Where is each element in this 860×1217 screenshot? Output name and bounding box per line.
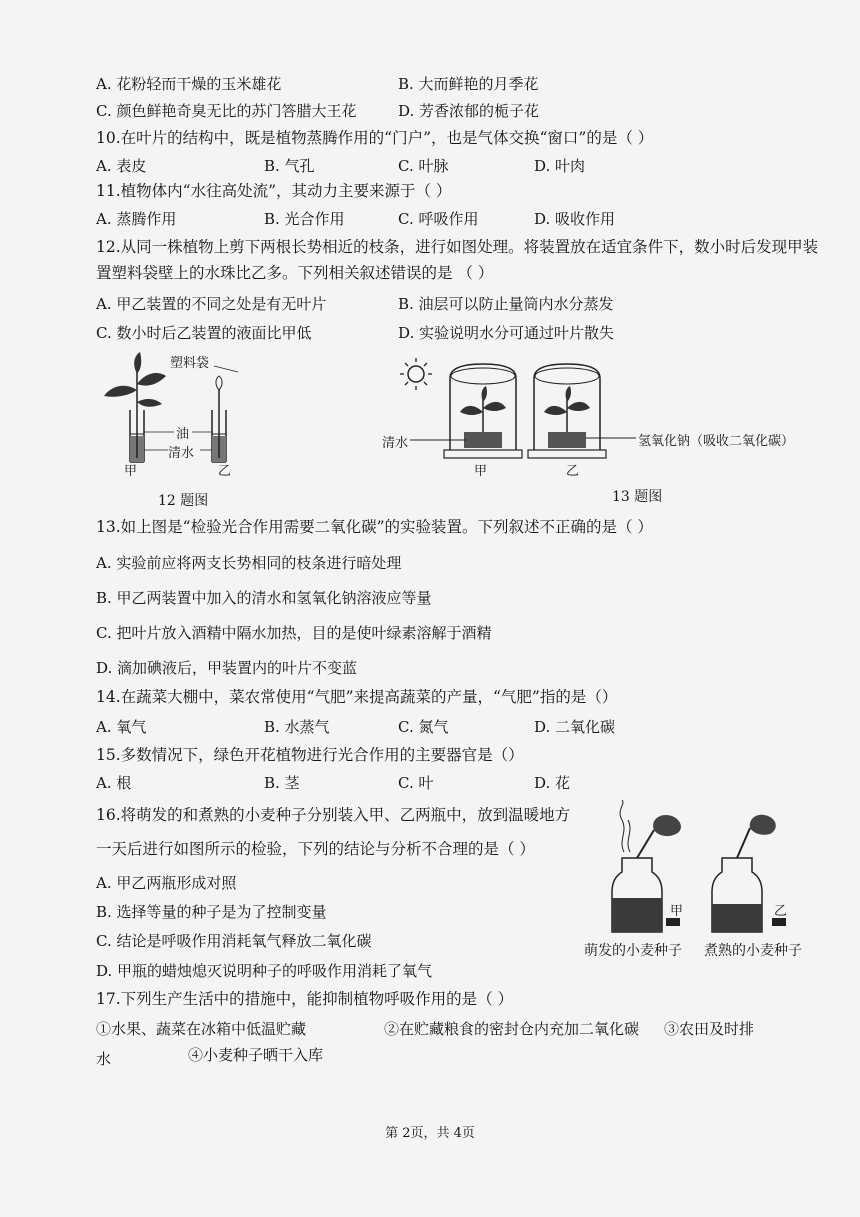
q13-stem: 13.如上图是“检验光合作用需要二氧化碳”的实验装置。下列叙述不正确的是（ ）: [96, 518, 653, 536]
q11-stem: 11.植物体内“水往高处流”，其动力主要来源于（ ）: [96, 182, 452, 200]
q10-option-d: D. 叶肉: [534, 157, 586, 175]
fig12-caption: 12 题图: [158, 493, 209, 509]
fig12-label-oil: 油: [176, 427, 190, 442]
q15-stem: 15.多数情况下，绿色开花植物进行光合作用的主要器官是（）: [96, 746, 524, 764]
q10-option-b: B. 气孔: [264, 157, 315, 175]
q10-option-c: C. 叶脉: [398, 157, 449, 175]
fig16-caption-boiled: 煮熟的小麦种子: [704, 943, 802, 959]
fig13-label-jia: 甲: [474, 464, 488, 479]
fig12-label-yi: 乙: [218, 464, 232, 479]
q12-option-d: D. 实验说明水分可通过叶片散失: [398, 324, 615, 342]
q16-stem-line1: 16.将萌发的和煮熟的小麦种子分别装入甲、乙两瓶中，放到温暖地方: [96, 806, 571, 824]
q9-option-b: B. 大而鲜艳的月季花: [398, 75, 539, 93]
q16-option-d: D. 甲瓶的蜡烛熄灭说明种子的呼吸作用消耗了氧气: [96, 962, 433, 980]
fig16-caption-germinated: 萌发的小麦种子: [584, 943, 682, 959]
q14-option-a: A. 氧气: [96, 718, 147, 736]
q15-option-c: C. 叶: [398, 774, 434, 792]
q9-option-d: D. 芳香浓郁的栀子花: [398, 102, 540, 120]
q14-stem: 14.在蔬菜大棚中，菜农常使用“气肥”来提高蔬菜的产量，“气肥”指的是（）: [96, 688, 618, 706]
fig13-label-water: 清水: [382, 436, 409, 451]
q9-option-c: C. 颜色鲜艳奇臭无比的苏门答腊大王花: [96, 102, 357, 120]
q16-stem-line2: 一天后进行如图所示的检验，下列的结论与分析不合理的是（ ）: [96, 840, 535, 858]
q14-option-b: B. 水蒸气: [264, 718, 330, 736]
q10-stem: 10.在叶片的结构中，既是植物蒸腾作用的“门户”，也是气体交换“窗口”的是（ ）: [96, 129, 654, 147]
q16-option-c: C. 结论是呼吸作用消耗氧气释放二氧化碳: [96, 932, 372, 950]
q15-option-d: D. 花: [534, 774, 571, 792]
q9-option-a: A. 花粉轻而干燥的玉米雄花: [96, 75, 282, 93]
q12-option-b: B. 油层可以防止量筒内水分蒸发: [398, 295, 614, 313]
q13-option-d: D. 滴加碘液后，甲装置内的叶片不变蓝: [96, 659, 358, 677]
q14-option-d: D. 二氧化碳: [534, 718, 616, 736]
q10-option-a: A. 表皮: [96, 157, 147, 175]
q16-option-a: A. 甲乙两瓶形成对照: [96, 874, 237, 892]
q11-option-c: C. 呼吸作用: [398, 210, 479, 228]
q16-option-b: B. 选择等量的种子是为了控制变量: [96, 903, 327, 921]
page-number: 第 2页，共 4页: [385, 1126, 475, 1141]
q13-option-b: B. 甲乙两装置中加入的清水和氢氧化钠溶液应等量: [96, 589, 432, 607]
fig13-caption: 13 题图: [612, 489, 663, 505]
q17-item-3: ③农田及时排: [664, 1020, 755, 1038]
q13-option-c: C. 把叶片放入酒精中隔水加热，目的是使叶绿素溶解于酒精: [96, 624, 492, 642]
fig13-label-yi: 乙: [566, 464, 580, 479]
figure-13-photosynthesis-co2: [396, 352, 636, 472]
q14-option-c: C. 氮气: [398, 718, 449, 736]
q11-option-a: A. 蒸腾作用: [96, 210, 177, 228]
q17-item-3-cont: 水: [96, 1050, 112, 1068]
q12-stem-line2: 置塑料袋壁上的水珠比乙多。下列相关叙述错误的是 （ ）: [96, 264, 494, 282]
q17-item-1: ①水果、蔬菜在冰箱中低温贮藏: [96, 1020, 307, 1038]
q11-option-b: B. 光合作用: [264, 210, 345, 228]
q15-option-b: B. 茎: [264, 774, 300, 792]
fig12-label-jia: 甲: [124, 464, 138, 479]
q12-stem-line1: 12.从同一株植物上剪下两根长势相近的枝条，进行如图处理。将装置放在适宜条件下，数小时后发现甲装: [96, 238, 819, 256]
fig12-label-water: 清水: [168, 446, 195, 461]
q12-option-c: C. 数小时后乙装置的液面比甲低: [96, 324, 312, 342]
q12-option-a: A. 甲乙装置的不同之处是有无叶片: [96, 295, 327, 313]
fig13-label-naoh: 氢氧化钠（吸收二氧化碳）: [638, 434, 795, 449]
fig16-label-jia: 甲: [670, 904, 684, 919]
q11-option-d: D. 吸收作用: [534, 210, 616, 228]
q17-item-4: ④小麦种子晒干入库: [188, 1046, 324, 1064]
fig12-label-bag: 塑料袋: [170, 356, 210, 371]
q13-option-a: A. 实验前应将两支长势相同的枝条进行暗处理: [96, 554, 402, 572]
fig16-label-yi: 乙: [774, 904, 788, 919]
q17-stem: 17.下列生产生活中的措施中，能抑制植物呼吸作用的是（ ）: [96, 990, 514, 1008]
q15-option-a: A. 根: [96, 774, 132, 792]
q17-item-2: ②在贮藏粮食的密封仓内充加二氧化碳: [384, 1020, 640, 1038]
